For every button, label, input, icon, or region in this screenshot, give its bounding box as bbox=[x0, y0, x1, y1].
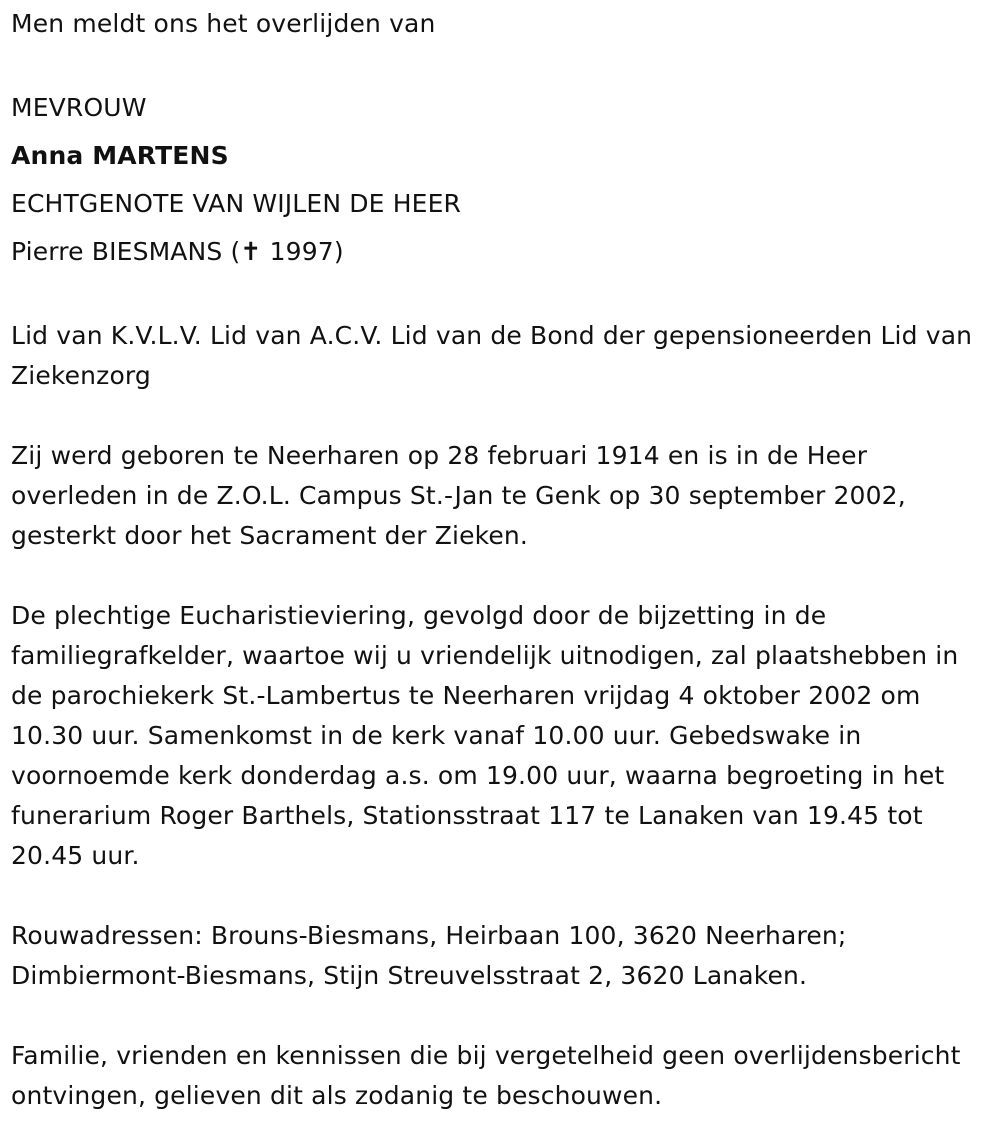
deceased-name: Anna MARTENS bbox=[11, 141, 229, 170]
spacer bbox=[11, 276, 990, 316]
intro-text: Men meldt ons het overlijden van bbox=[11, 9, 436, 38]
salutation: MEVROUW bbox=[11, 93, 147, 122]
birth-death-paragraph: Zij werd geboren te Neerharen op 28 februari 1914 en is in de Heer overleden in de Z.O.L. Campus St.-Jan te Genk op 30 september 2002, gesterkt door het Sacrament der Zieken. bbox=[11, 441, 906, 550]
ceremony-paragraph: De plechtige Eucharistieviering, gevolgd door de bijzetting in de familiegrafkelder, waartoe wij u vriendelijk uitnodigen, zal plaatshebben in de parochiekerk St.-Lambertus te Neerharen vrijdag 4 oktober 2002 om 10.30 uur. Samenkomst in de kerk vanaf 10.00 uur. Gebedswake in voornoemde kerk donderdag a.s. om 19.00 uur, waarna begroeting in het funerarium Roger Barthels, Stationsstraat 117 te Lanaken van 19.45 tot 20.45 uur. bbox=[11, 601, 959, 870]
closing-paragraph: Familie, vrienden en kennissen die bij vergetelheid geen overlijdensbericht ontvingen, gelieven dit als zodanig te beschouwen. bbox=[11, 1041, 961, 1110]
relation-text: ECHTGENOTE VAN WIJLEN DE HEER bbox=[11, 189, 462, 218]
spacer bbox=[11, 996, 990, 1036]
spacer bbox=[11, 396, 990, 436]
addresses-paragraph: Rouwadressen: Brouns-Biesmans, Heirbaan 100, 3620 Neerharen; Dimbiermont-Biesmans, Stijn Streuvelsstraat 2, 3620 Lanaken. bbox=[11, 921, 847, 990]
spacer bbox=[11, 556, 990, 596]
spacer bbox=[11, 876, 990, 916]
memberships-paragraph: Lid van K.V.L.V. Lid van A.C.V. Lid van de Bond der gepensioneerden Lid van Ziekenzorg bbox=[11, 321, 973, 390]
spouse-name: Pierre BIESMANS (✝ 1997) bbox=[11, 237, 344, 266]
spacer bbox=[11, 44, 990, 84]
